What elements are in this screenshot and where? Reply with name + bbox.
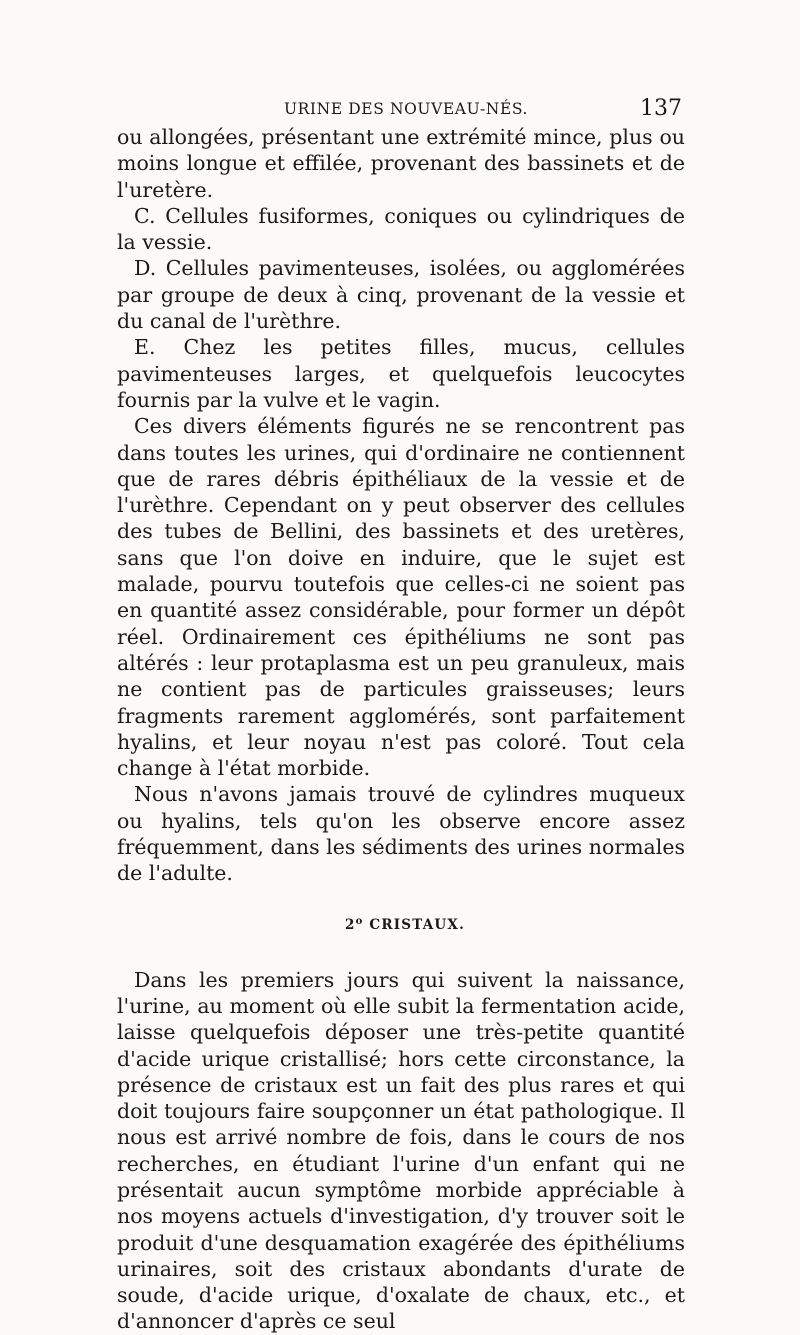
section-title: CRISTAUX. [369,916,465,933]
section-heading [117,887,685,957]
paragraph-elements: Ces divers éléments figurés ne se rencontrent pas dans toutes les urines, qui d'ordinaire ne contiennent que de rares débris épithéliaux de la vessie et de l'urèthre. Cependant on y peut observer des cellules des tubes de Bellini, des bassinets et des uretères, sans que l'on doive en induire, que le sujet est malade, pourvu toutefois que celles-ci ne soient pas en quantité assez considérable, pour former un dépôt réel. Ordinairement ces épithéliums ne sont pas altérés : leur protaplasma est un peu granuleux, mais ne contient pas de particules graisseuses; leurs fragments rarement agglomérés, sont parfaitement hyalins, et leur noyau n'est pas coloré. Tout cela change à l'état morbide. [117,414,685,781]
paragraph-item-e: E. Chez les petites filles, mucus, cellules pavimenteuses larges, et quelquefois leucocytes fournis par la vulve et le vagin. [117,335,685,412]
paragraph-cristaux: Dans les premiers jours qui suivent la naissance, l'urine, au moment où elle subit la fermentation acide, laisse quelquefois déposer une très-petite quantité d'acide urique cristallisé; hors cette circonstance, la présence de cristaux est un fait des plus rares et qui doit toujours faire soupçonner un état pathologique. Il nous est arrivé nombre de fois, dans le cours de nos recherches, en étudiant l'urine d'un enfant qui ne présentait aucun symptôme morbide appréciable à nos moyens actuels d'investigation, d'y trouver soit le produit d'une desquamation exagérée des épithéliums urinaires, soit des cristaux abondants d'urate de soude, d'acide urique, d'oxalate de chaux, etc., et d'annoncer d'après ce seul [117,967,685,1334]
section-number: 2 [345,916,356,933]
section-ordinal-mark: o [355,915,364,927]
page-number: 137 [640,96,682,121]
running-header [118,96,684,122]
section-spacer [117,957,685,967]
paragraph-item-d: D. Cellules pavimenteuses, isolées, ou agglomérées par groupe de deux à cinq, provenant de la vessie et du canal de l'urèthre. [117,256,685,334]
running-title: URINE DES NOUVEAU-NÉS. [284,100,529,118]
paragraph-continuation: ou allongées, présentant une extrémité mince, plus ou moins longue et effilée, provenant des bassinets et de l'uretère. [117,125,685,202]
body-text [117,124,685,1335]
paragraph-item-c: C. Cellules fusiformes, coniques ou cylindriques de la vessie. [117,203,685,255]
paragraph-cylindres: Nous n'avons jamais trouvé de cylindres muqueux ou hyalins, tels qu'on les observe encore assez fréquemment, dans les sédiments des urines normales de l'adulte. [117,782,685,886]
